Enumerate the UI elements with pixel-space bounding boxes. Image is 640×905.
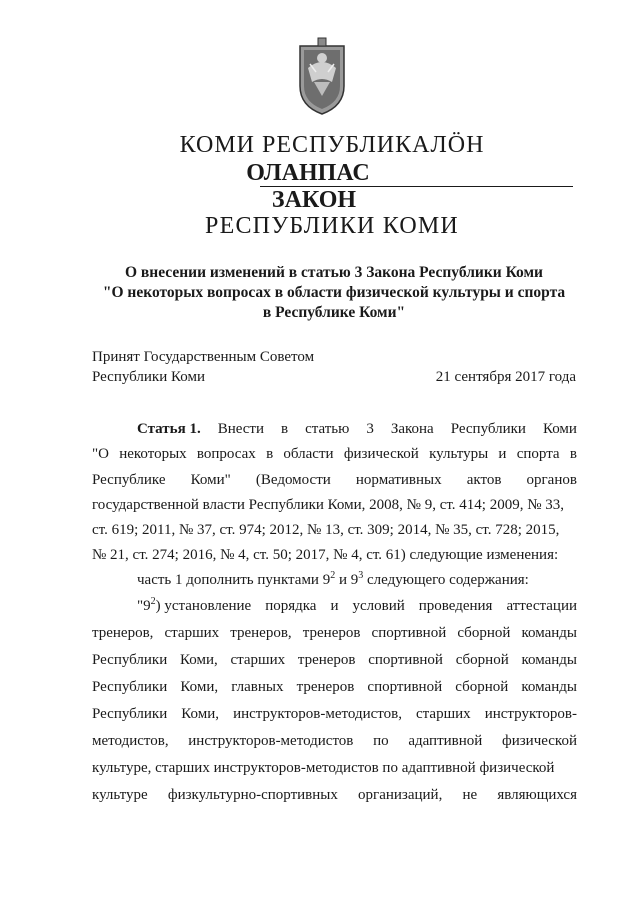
law-title-line-1: О внесении изменений в статью 3 Закона Республики Коми xyxy=(125,264,543,281)
article-label: Статья 1. xyxy=(137,421,201,437)
header-olanpas: ОЛАНПАС xyxy=(246,160,370,186)
amendment-intro: часть 1 дополнить пунктами $9^2$ и $9^3$ следующего содержания: xyxy=(137,570,529,588)
header-law: ЗАКОН xyxy=(271,187,357,213)
amendment-line-2: тренеров, старших тренеров, тренеров спортивной сборной команды xyxy=(92,625,577,641)
amendment-line-3: Республики Коми, старших тренеров спортивной сборной команды xyxy=(92,652,577,668)
adopted-by-line-2: Республики Коми xyxy=(92,369,205,385)
article-line-1: Статья 1. Внести в статью 3 Закона Республики Коми xyxy=(137,421,577,437)
amendment-line-5: Республики Коми, инструкторов-методистов, старших инструкторов- xyxy=(92,706,577,722)
article-line-4: государственной власти Республики Коми, 2008, № 9, ст. 414; 2009, № 33, xyxy=(92,497,565,513)
adopted-by-line-1: Принят Государственным Советом xyxy=(92,349,315,365)
amendment-line-8: культуре физкультурно-спортивных организаций, не являющихся xyxy=(92,787,577,803)
header-komi-republic-ru: РЕСПУБЛИКИ КОМИ xyxy=(205,213,459,239)
article-line-6: № 21, ст. 274; 2016, № 4, ст. 50; 2017, № 4, ст. 61) следующие изменения: xyxy=(92,547,559,563)
coat-of-arms-emblem xyxy=(296,36,348,116)
amendment-line-7: культуре, старших инструкторов-методистов по адаптивной физической xyxy=(92,760,555,776)
amendment-line-6: методистов, инструкторов-методистов по адаптивной физической xyxy=(92,733,577,749)
law-title-line-2: "О некоторых вопросах в области физической культуры и спорта xyxy=(102,284,566,301)
adoption-date: 21 сентября 2017 года xyxy=(435,369,576,385)
header-komi-republic: КОМИ РЕСПУБЛИКАЛӦН xyxy=(179,132,485,158)
article-line-3: Республике Коми" (Ведомости нормативных актов органов xyxy=(92,472,577,488)
law-title-line-3: в Республике Коми" xyxy=(262,304,406,321)
amendment-line-4: Республики Коми, главных тренеров спортивной сборной команды xyxy=(92,679,577,695)
amendment-line-1: "$9^2$) установление порядка и условий проведения аттестации xyxy=(137,596,577,614)
article-line-2: "О некоторых вопросах в области физической культуры и спорта в xyxy=(92,446,577,462)
article-line-5: ст. 619; 2011, № 37, ст. 974; 2012, № 13, ст. 309; 2014, № 35, ст. 728; 2015, xyxy=(92,522,560,538)
